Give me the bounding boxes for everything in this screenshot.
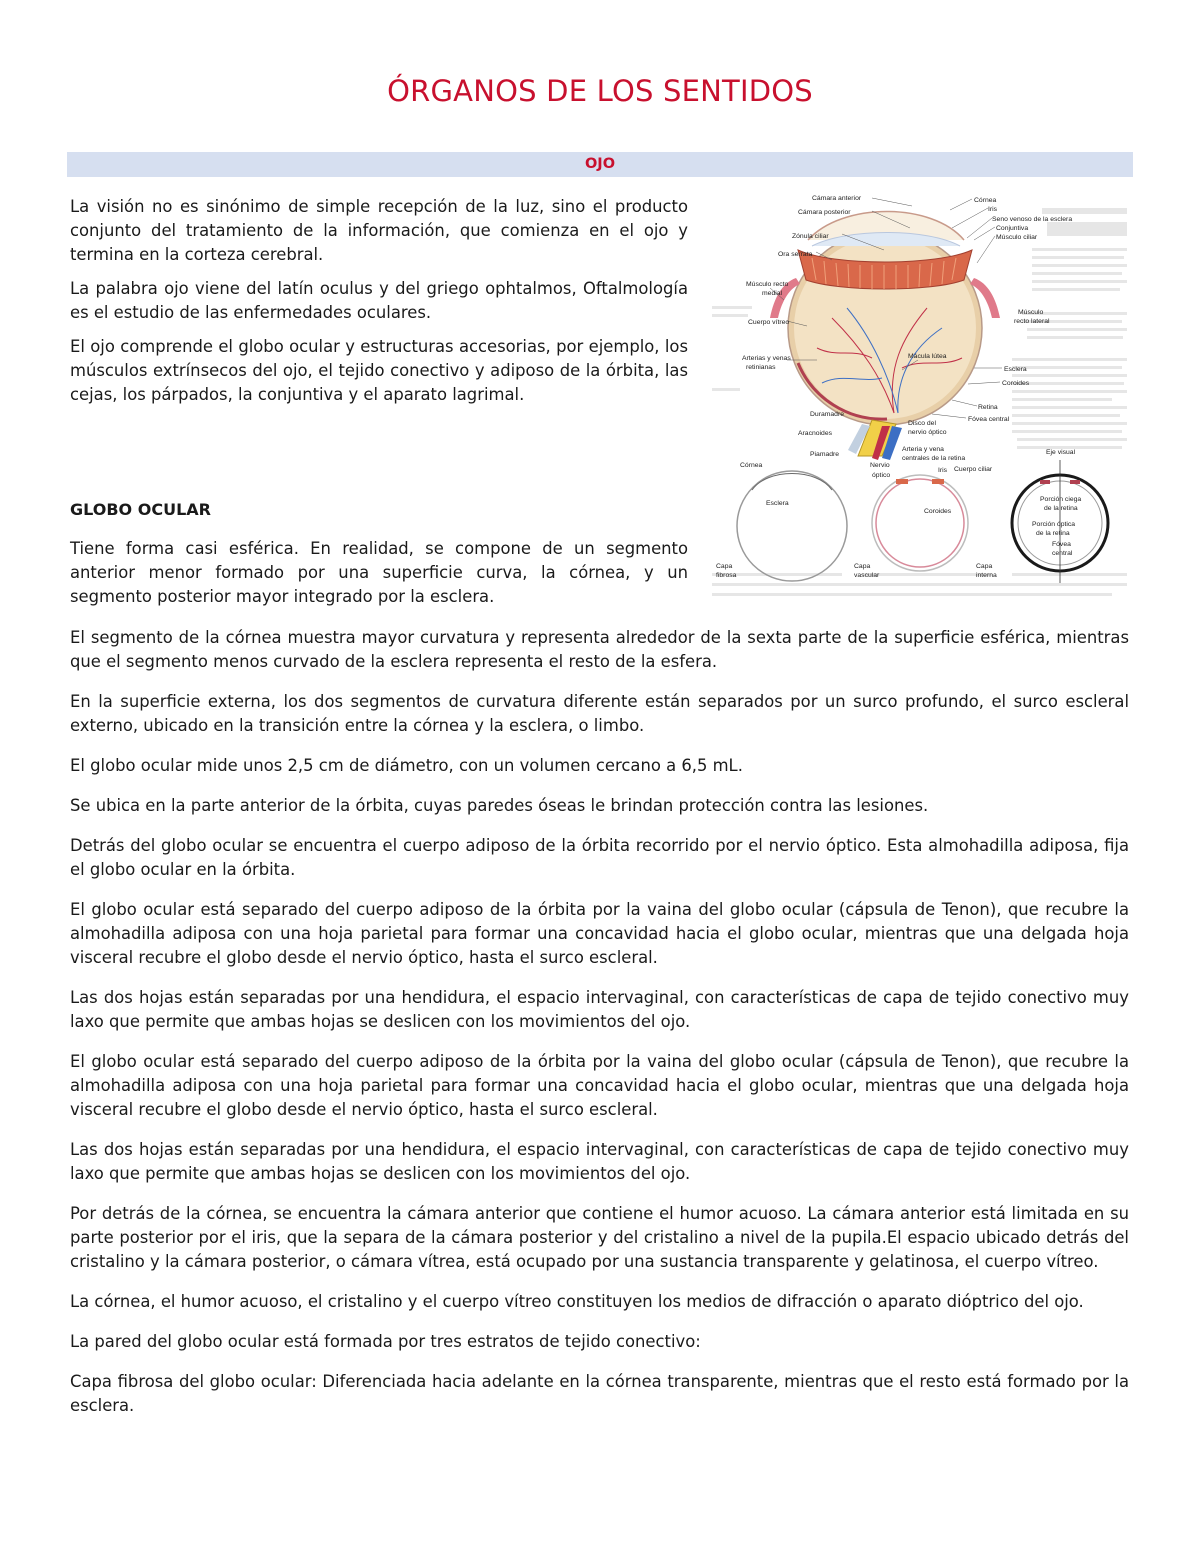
body-paragraph: El segmento de la córnea muestra mayor curvatura y representa alrededor de la sexta parte de la superficie esférica, mientras que el segmento menos curvado de la esclera representa el resto de la esfera. [70,628,1129,671]
figure-label: Mácula lútea [908,353,947,360]
figure-label: Porción óptica [1032,521,1076,528]
figure-label: medial [762,290,783,297]
figure-label: interna [976,572,997,579]
body-paragraph: Tiene forma casi esférica. En realidad, se compone de un segmento anterior menor formado por una superficie curva, la córnea, y un segmento posterior mayor integrado por la esclera. [70,539,688,606]
body-paragraph: La pared del globo ocular está formada por tres estratos de tejido conectivo: [70,1332,701,1351]
figure-label: recto lateral [1014,318,1050,325]
figure-label: Cuerpo ciliar [954,466,993,473]
body-paragraph: El globo ocular está separado del cuerpo adiposo de la órbita por la vaina del globo ocular (cápsula de Tenon), que recubre la almohadilla adiposa con una hoja parietal para formar una concavidad hacia el globo ocular, mientras que una delgada hoja visceral recubre el globo desde el nervio óptico, hasta el surco escleral. [70,900,1129,967]
figure-label: Cuerpo vítreo [748,319,790,326]
figure-label: Zónula ciliar [792,233,829,240]
figure-label: Cámara anterior [812,195,862,202]
figure-label: centrales de la retina [902,455,966,462]
figure-label: Capa [716,563,733,570]
figure-label: Ora serrata [778,251,813,258]
figure-label: Piamadre [810,451,840,458]
page-title: ÓRGANOS DE LOS SENTIDOS [387,74,813,108]
figure-label: Arterias y venas [742,355,791,362]
figure-label: Córnea [974,197,997,204]
figure-label: Esclera [1004,366,1027,373]
section-heading-globo-ocular: GLOBO OCULAR [70,500,211,519]
intro-paragraph: La visión no es sinónimo de simple recepción de la luz, sino el producto conjunto del tratamiento de la información, que comienza en el ojo y termina en la corteza cerebral. [70,197,688,264]
section-bar [67,152,1133,177]
figure-label: Porción ciega [1040,496,1082,503]
figure-label: Aracnoides [798,430,833,437]
figure-label: de la retina [1036,530,1070,537]
body-text [70,626,1129,1434]
figure-label: Cámara posterior [798,209,851,216]
figure-label: Músculo ciliar [996,234,1038,241]
figure-label: Seno venoso de la esclera [992,216,1073,223]
intro-paragraph: El ojo comprende el globo ocular y estructuras accesorias, por ejemplo, los músculos extrínsecos del ojo, el tejido conectivo y adiposo de la órbita, las cejas, los párpados, la conjuntiva y el aparato lagrimal. [70,337,688,404]
figure-label: Músculo [1018,309,1044,316]
body-paragraph: El globo ocular mide unos 2,5 cm de diámetro, con un volumen cercano a 6,5 mL. [70,756,743,775]
figure-label: Duramadre [810,411,844,418]
figure-label: Iris [988,206,998,213]
figure-label: Arteria y vena [902,446,944,453]
figure-label: vascular [854,572,880,579]
figure-label: de la retina [1044,505,1078,512]
figure-label: Iris [938,467,948,474]
figure-label: central [1052,550,1073,557]
body-paragraph: Las dos hojas están separadas por una hendidura, el espacio intervaginal, con características de capa de tejido conectivo muy laxo que permite que ambas hojas se deslicen con los movimientos del ojo. [70,1140,1129,1183]
section-bar-label: OJO [584,156,616,172]
figure-label: Conjuntiva [996,225,1029,232]
body-paragraph: Capa fibrosa del globo ocular: Diferenciada hacia adelante en la córnea transparente, mientras que el resto está formado por la esclera. [70,1372,1129,1415]
body-paragraph: La córnea, el humor acuoso, el cristalino y el cuerpo vítreo constituyen los medios de difracción o aparato dióptrico del ojo. [70,1292,1084,1311]
figure-label: Capa [854,563,871,570]
body-paragraph: Se ubica en la parte anterior de la órbita, cuyas paredes óseas le brindan protección contra las lesiones. [70,796,929,815]
figure-label: nervio óptico [908,429,947,436]
figure-label: fibrosa [716,572,737,579]
figure-label: Coroides [924,508,952,515]
figure-label: Fóvea [1052,541,1071,548]
intro-paragraph: La palabra ojo viene del latín oculus y del griego ophtalmos, Oftalmología es el estudio de las enfermedades oculares. [70,279,688,322]
figure-label: óptico [872,472,891,479]
figure-label: Fóvea central [968,416,1010,423]
figure-label: Esclera [766,500,789,507]
body-paragraph: Por detrás de la córnea, se encuentra la cámara anterior que contiene el humor acuoso. La cámara anterior está limitada en su parte posterior por el iris, que la separa de la cámara posterior y del cristalino a nivel de la pupila.El espacio ubicado detrás del cristalino y la cámara posterior, o cámara vítrea, está ocupado por una sustancia transparente y gelatinosa, el cuerpo vítreo. [70,1204,1129,1271]
figure-label: Eje visual [1046,449,1076,456]
body-paragraph: Las dos hojas están separadas por una hendidura, el espacio intervaginal, con características de capa de tejido conectivo muy laxo que permite que ambas hojas se deslicen con los movimientos del ojo. [70,988,1129,1031]
figure-label: Retina [978,404,998,411]
figure-label: Disco del [908,420,936,427]
figure-label: Capa [976,563,993,570]
intro-column [70,195,688,417]
body-paragraph: Detrás del globo ocular se encuentra el cuerpo adiposo de la órbita recorrido por el nervio óptico. Esta almohadilla adiposa, fija el globo ocular en la órbita. [70,836,1129,879]
eye-anatomy-figure [712,188,1132,606]
figure-label: retinianas [746,364,776,371]
figure-label: Córnea [740,462,763,469]
figure-label: Coroides [1002,380,1030,387]
body-paragraph: El globo ocular está separado del cuerpo adiposo de la órbita por la vaina del globo ocular (cápsula de Tenon), que recubre la almohadilla adiposa con una hoja parietal para formar una concavidad hacia el globo ocular, mientras que una delgada hoja visceral recubre el globo desde el nervio óptico, hasta el surco escleral. [70,1052,1129,1119]
body-paragraph: En la superficie externa, los dos segmentos de curvatura diferente están separados por un surco profundo, el surco escleral externo, ubicado en la transición entre la córnea y la esclera, o limbo. [70,692,1129,735]
figure-label: Músculo recto [746,281,789,288]
globo-first-paragraph [70,537,688,609]
figure-label: Nervio [870,462,890,469]
